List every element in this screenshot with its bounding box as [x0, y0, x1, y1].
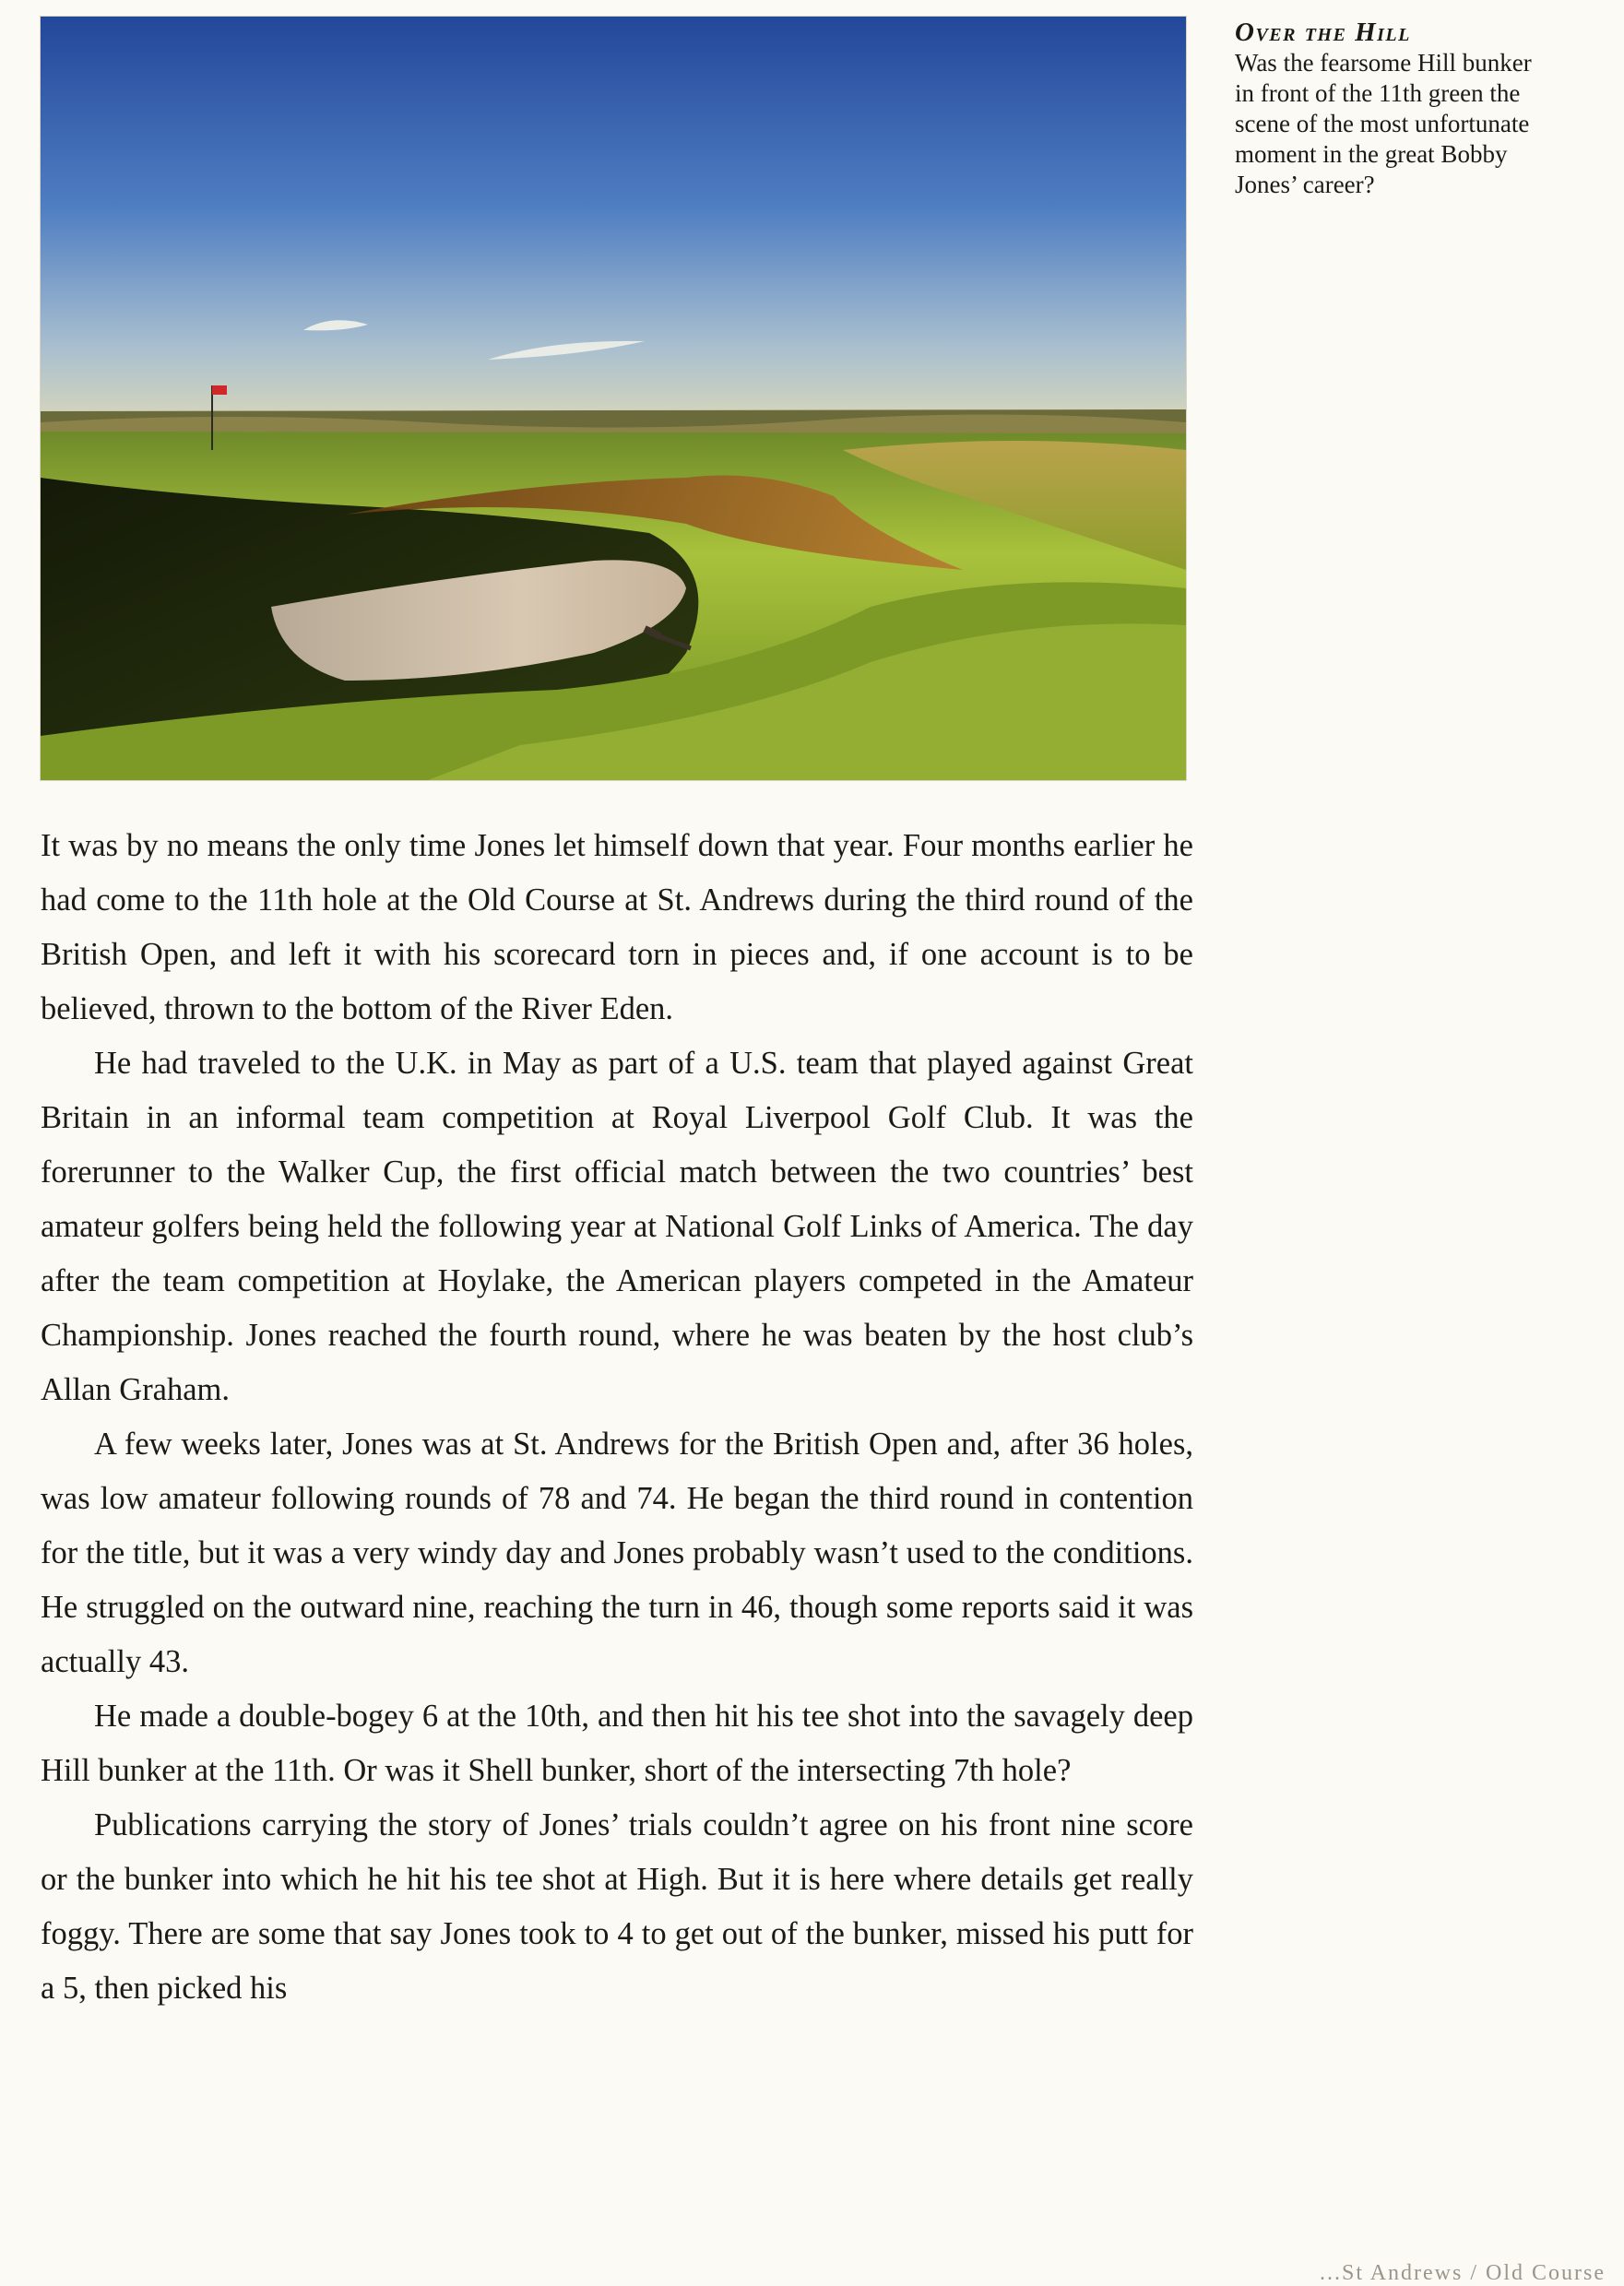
photo-caption — [1235, 17, 1539, 200]
golf-bunker-photo — [41, 17, 1186, 780]
article-paragraph: Publications carrying the story of Jones’ trials couldn’t agree on his front nine score or the bunker into which he hit his tee shot at High. But it is here where details get really foggy. There are some that say Jones took to 4 to get out of the bunker, missed his putt for a 5, then picked his — [41, 1807, 1193, 2006]
article-body — [41, 819, 1193, 2016]
caption-title: Over the Hill — [1235, 18, 1411, 47]
article-paragraph: He had traveled to the U.K. in May as part of a U.S. team that played against Great Britain in an informal team competition at Royal Liverpool Golf Club. It was the forerunner to the Walker Cup, the first official match between the two countries’ best amateur golfers being held the following year at National Golf Links of America. The day after the team competition at Hoylake, the American players competed in the Amateur Championship. Jones reached the fourth round, where he was beaten by the host club’s Allan Graham. — [41, 1046, 1193, 1407]
golf-course-image — [41, 17, 1186, 780]
article-paragraph: A few weeks later, Jones was at St. Andrews for the British Open and, after 36 holes, was low amateur following rounds of 78 and 74. He began the third round in contention for the title, but it was a very windy day and Jones probably wasn’t used to the conditions. He struggled on the outward nine, reaching the turn in 46, though some reports said it was actually 43. — [41, 1427, 1193, 1679]
caption-text: Was the fearsome Hill bunker in front of the 11th green the scene of the most unfortunate moment in the great Bobby Jones’ career? — [1235, 49, 1532, 198]
article-paragraph: He made a double-bogey 6 at the 10th, and then hit his tee shot into the savagely deep Hill bunker at the 11th. Or was it Shell bunker, short of the intersecting 7th hole? — [41, 1699, 1193, 1788]
page-folio: ...St Andrews / Old Course — [1320, 2261, 1606, 2285]
article-paragraph: It was by no means the only time Jones let himself down that year. Four months earlier he had come to the 11th hole at the Old Course at St. Andrews during the third round of the British Open, and left it with his scorecard torn in pieces and, if one account is to be believed, thrown to the bottom of the River Eden. — [41, 828, 1193, 1026]
